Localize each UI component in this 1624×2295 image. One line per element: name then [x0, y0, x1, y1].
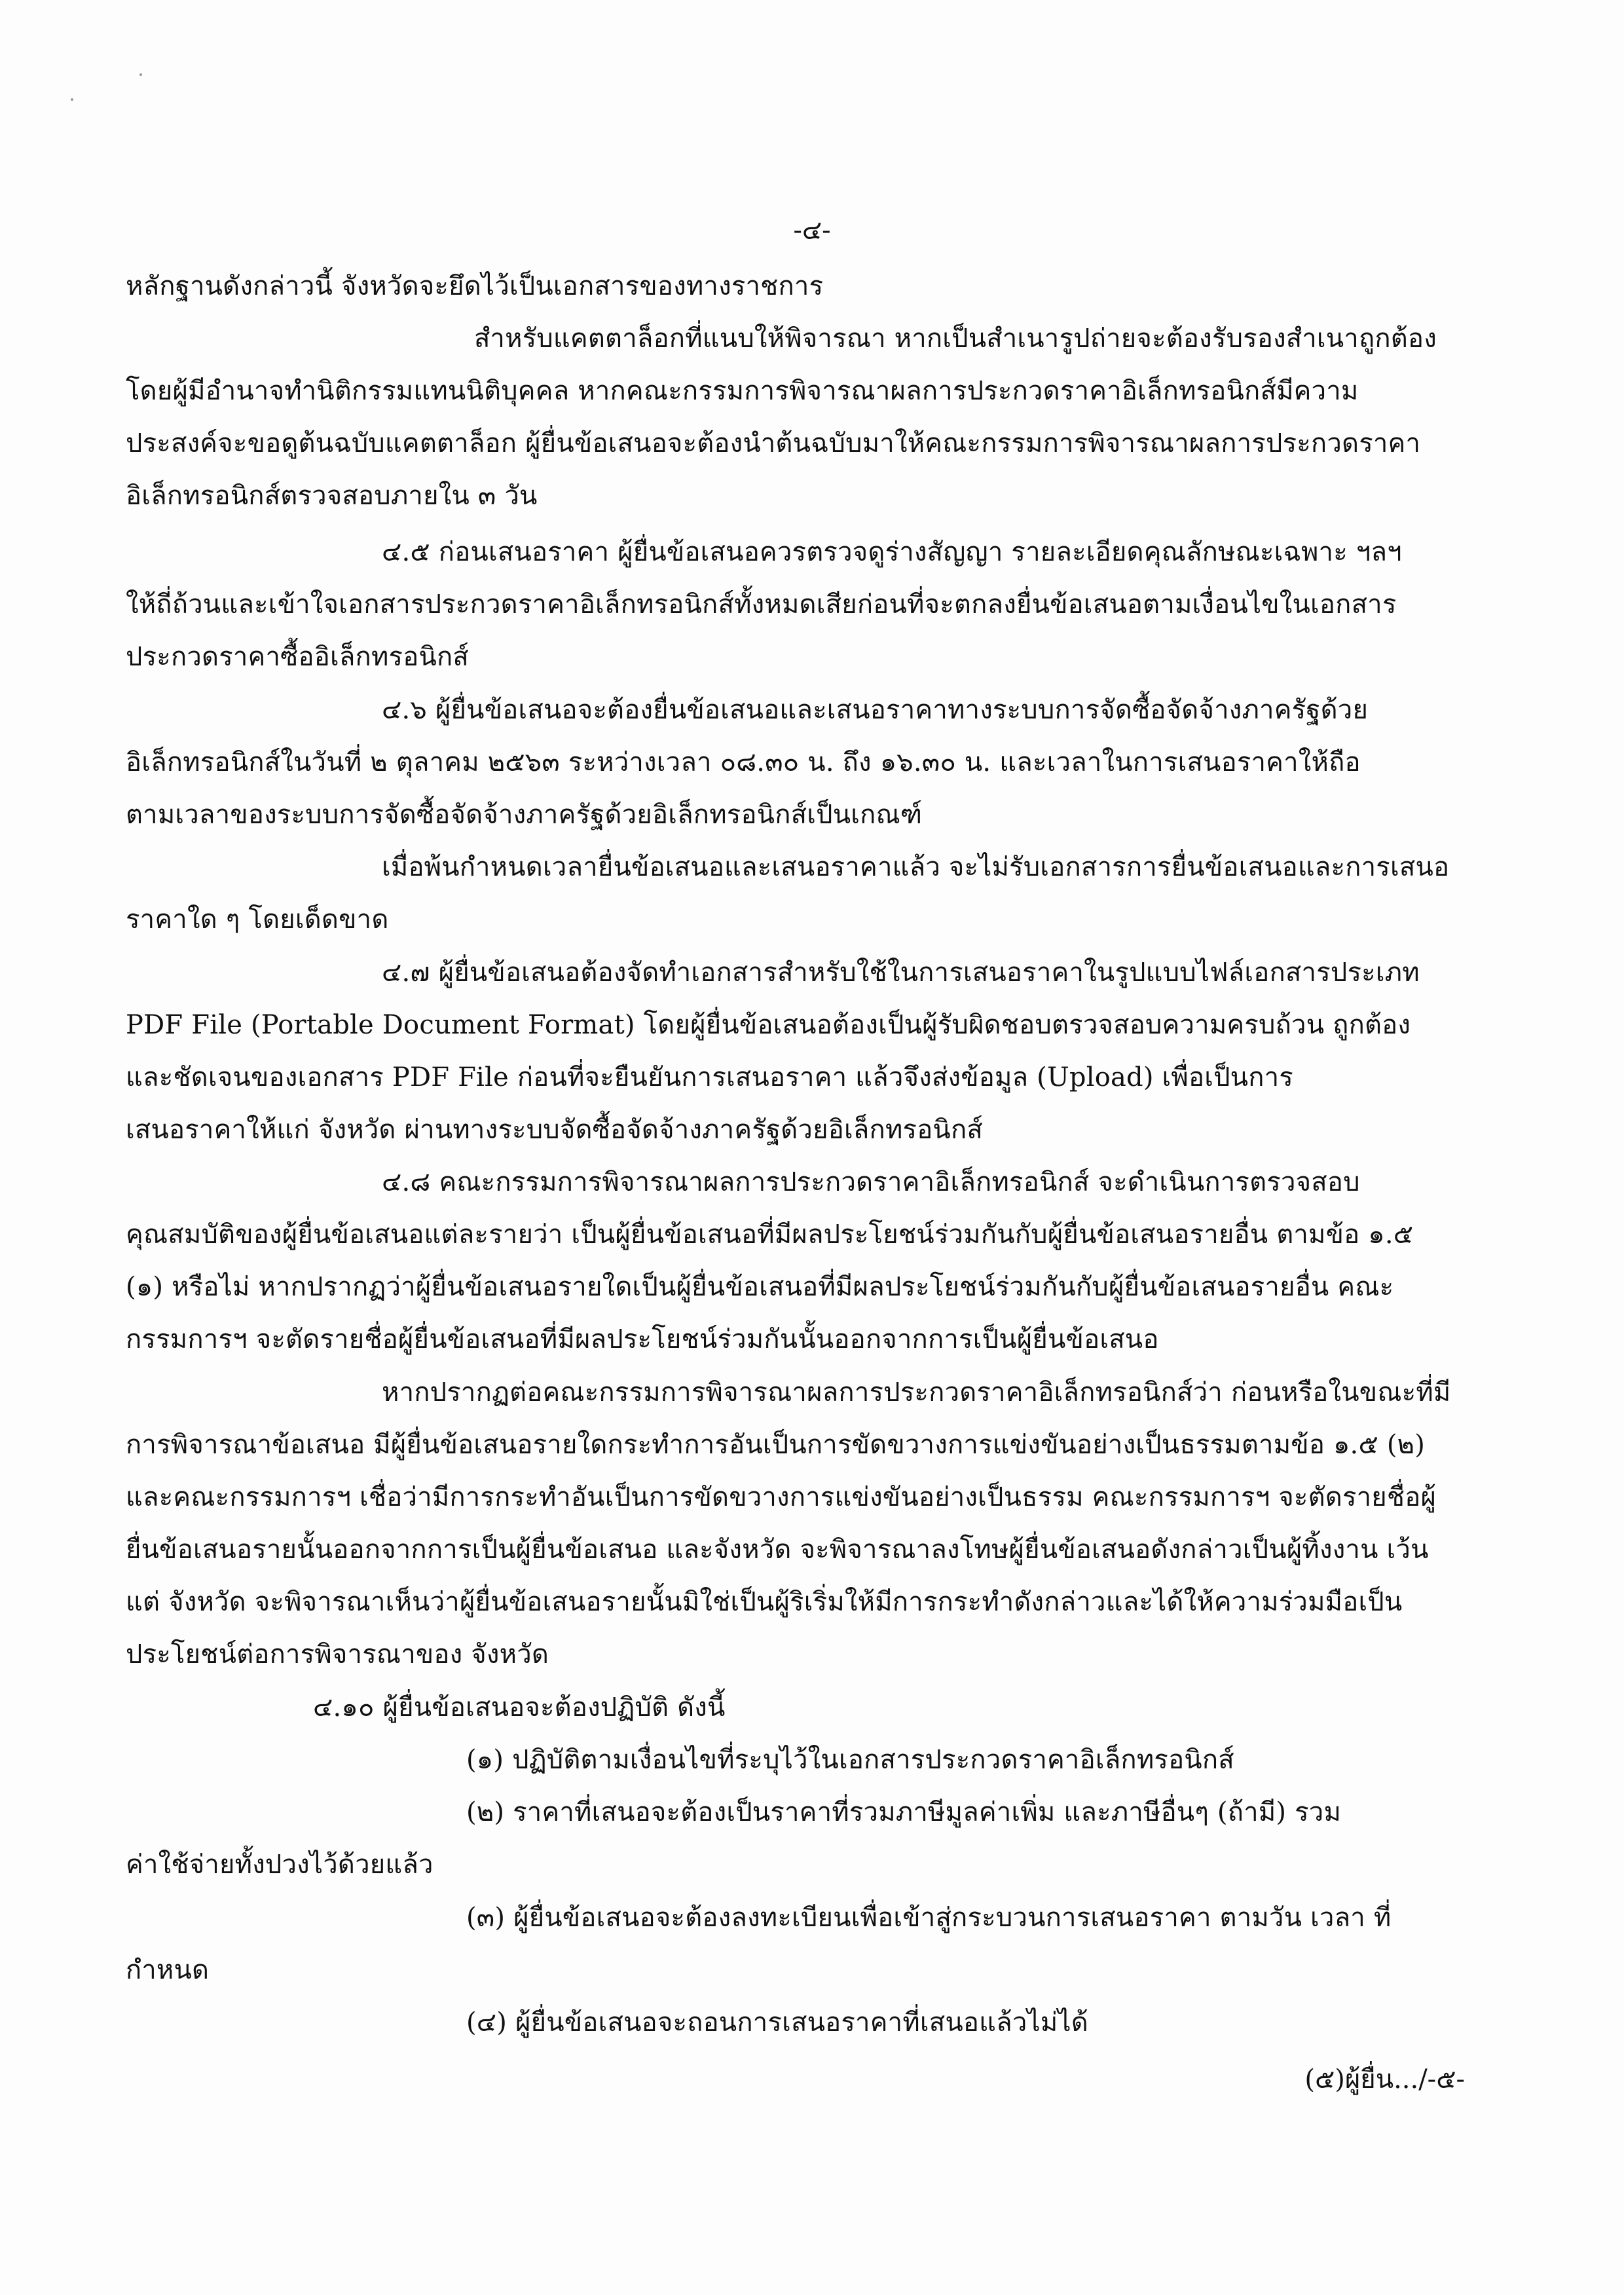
text-line: ประโยชน์ต่อการพิจารณาของ จังหวัด: [126, 1639, 549, 1670]
clause-4-5: ๔.๕ ก่อนเสนอราคา ผู้ยื่นข้อเสนอควรตรวจดูร่างสัญญา รายละเอียดคุณลักษณะเฉพาะ ฯลฯ: [382, 537, 1402, 567]
text-line: เสนอราคาให้แก่ จังหวัด ผ่านทางระบบจัดซื้อจัดจ้างภาครัฐด้วยอิเล็กทรอนิกส์: [126, 1115, 983, 1145]
clause-4-6: ๔.๖ ผู้ยื่นข้อเสนอจะต้องยื่นข้อเสนอและเสนอราคาทางระบบการจัดซื้อจัดจ้างภาครัฐด้วย: [382, 695, 1369, 725]
text-line: ตามเวลาของระบบการจัดซื้อจัดจ้างภาครัฐด้วยอิเล็กทรอนิกส์เป็นเกณฑ์: [126, 800, 923, 830]
text-line: กำหนด: [126, 1955, 210, 1985]
sub-item-4: (๔) ผู้ยื่นข้อเสนอจะถอนการเสนอราคาที่เสนอแล้วไม่ได้: [466, 2007, 1088, 2038]
sub-item-2: (๒) ราคาที่เสนอจะต้องเป็นราคาที่รวมภาษีมูลค่าเพิ่ม และภาษีอื่นๆ (ถ้ามี) รวม: [466, 1797, 1342, 1827]
text-line: ราคาใด ๆ โดยเด็ดขาด: [126, 905, 389, 935]
text-line: อิเล็กทรอนิกส์ในวันที่ ๒ ตุลาคม ๒๕๖๓ ระหว่างเวลา ๐๘.๓๐ น. ถึง ๑๖.๓๐ น. และเวลาในการเสนอราคาให้ถือ: [126, 747, 1361, 777]
text-line: ประกวดราคาซื้ออิเล็กทรอนิกส์: [126, 642, 470, 672]
sub-item-3: (๓) ผู้ยื่นข้อเสนอจะต้องลงทะเบียนเพื่อเข้าสู่กระบวนการเสนอราคา ตามวัน เวลา ที่: [466, 1903, 1392, 1933]
scan-speck: [139, 73, 142, 76]
clause-4-8: ๔.๘ คณะกรรมการพิจารณาผลการประกวดราคาอิเล็กทรอนิกส์ จะดำเนินการตรวจสอบ: [382, 1167, 1360, 1197]
text-line: (๑) หรือไม่ หากปรากฏว่าผู้ยื่นข้อเสนอรายใดเป็นผู้ยื่นข้อเสนอที่มีผลประโยชน์ร่วมกันกับผู้ยื่นข้อเสนอรายอื่น คณะ: [126, 1272, 1394, 1302]
text-line: ค่าใช้จ่ายทั้งปวงไว้ด้วยแล้ว: [126, 1850, 434, 1880]
clause-4-7: ๔.๗ ผู้ยื่นข้อเสนอต้องจัดทำเอกสารสำหรับใช้ในการเสนอราคาในรูปแบบไฟล์เอกสารประเภท: [382, 958, 1420, 988]
text-line: เมื่อพ้นกำหนดเวลายื่นข้อเสนอและเสนอราคาแล้ว จะไม่รับเอกสารการยื่นข้อเสนอและการเสนอ: [382, 852, 1450, 882]
clause-4-10: ๔.๑๐ ผู้ยื่นข้อเสนอจะต้องปฏิบัติ ดังนี้: [313, 1692, 726, 1723]
text-line: หากปรากฏต่อคณะกรรมการพิจารณาผลการประกวดราคาอิเล็กทรอนิกส์ว่า ก่อนหรือในขณะที่มี: [382, 1377, 1451, 1408]
text-line: อิเล็กทรอนิกส์ตรวจสอบภายใน ๓ วัน: [126, 481, 538, 511]
continuation-footer: (๕)ผู้ยื่น.../-๕-: [1304, 2064, 1465, 2095]
text-line: ให้ถี่ถ้วนและเข้าใจเอกสารประกวดราคาอิเล็กทรอนิกส์ทั้งหมดเสียก่อนที่จะตกลงยื่นข้อเสนอตามเงื่อนไขในเอกสาร: [126, 589, 1397, 620]
text-line: PDF File (Portable Document Format) โดยผู้ยื่นข้อเสนอต้องเป็นผู้รับผิดชอบตรวจสอบความครบถ้วน ถูกต้อง: [126, 1010, 1411, 1040]
text-line: หลักฐานดังกล่าวนี้ จังหวัดจะยึดไว้เป็นเอกสารของทางราชการ: [126, 271, 824, 301]
page-number: -๔-: [793, 215, 831, 246]
text-line: การพิจารณาข้อเสนอ มีผู้ยื่นข้อเสนอรายใดกระทำการอันเป็นการขัดขวางการแข่งขันอย่างเป็นธรรมตามข้อ ๑.๕ (๒): [126, 1430, 1426, 1460]
text-line: โดยผู้มีอำนาจทำนิติกรรมแทนนิติบุคคล หากคณะกรรมการพิจารณาผลการประกวดราคาอิเล็กทรอนิกส์มีความ: [126, 376, 1359, 406]
text-line: คุณสมบัติของผู้ยื่นข้อเสนอแต่ละรายว่า เป็นผู้ยื่นข้อเสนอที่มีผลประโยชน์ร่วมกันกับผู้ยื่นข้อเสนอรายอื่น ตามข้อ ๑.๕: [126, 1220, 1414, 1250]
text-line: ยื่นข้อเสนอรายนั้นออกจากการเป็นผู้ยื่นข้อเสนอ และจังหวัด จะพิจารณาลงโทษผู้ยื่นข้อเสนอดังกล่าวเป็นผู้ทิ้งงาน เว้น: [126, 1535, 1429, 1565]
text-line: และชัดเจนของเอกสาร PDF File ก่อนที่จะยืนยันการเสนอราคา แล้วจึงส่งข้อมูล (Upload) เพื่อเป็นการ: [126, 1062, 1293, 1092]
scan-speck: [71, 98, 73, 101]
text-line: แต่ จังหวัด จะพิจารณาเห็นว่าผู้ยื่นข้อเสนอรายนั้นมิใช่เป็นผู้ริเริ่มให้มีการกระทำดังกล่าวและได้ให้ความร่วมมือเป็น: [126, 1587, 1403, 1617]
text-line: กรรมการฯ จะตัดรายชื่อผู้ยื่นข้อเสนอที่มีผลประโยชน์ร่วมกันนั้นออกจากการเป็นผู้ยื่นข้อเสนอ: [126, 1324, 1159, 1354]
text-line: ประสงค์จะขอดูต้นฉบับแคตตาล็อก ผู้ยื่นข้อเสนอจะต้องนำต้นฉบับมาให้คณะกรรมการพิจารณาผลการประกวดราคา: [126, 428, 1421, 458]
sub-item-1: (๑) ปฏิบัติตามเงื่อนไขที่ระบุไว้ในเอกสารประกวดราคาอิเล็กทรอนิกส์: [466, 1745, 1234, 1775]
text-line: และคณะกรรมการฯ เชื่อว่ามีการกระทำอันเป็นการขัดขวางการแข่งขันอย่างเป็นธรรม คณะกรรมการฯ จะตัดรายชื่อผู้: [126, 1482, 1437, 1512]
text-line: สำหรับแคตตาล็อกที่แนบให้พิจารณา หากเป็นสำเนารูปถ่ายจะต้องรับรองสำเนาถูกต้อง: [474, 324, 1437, 354]
